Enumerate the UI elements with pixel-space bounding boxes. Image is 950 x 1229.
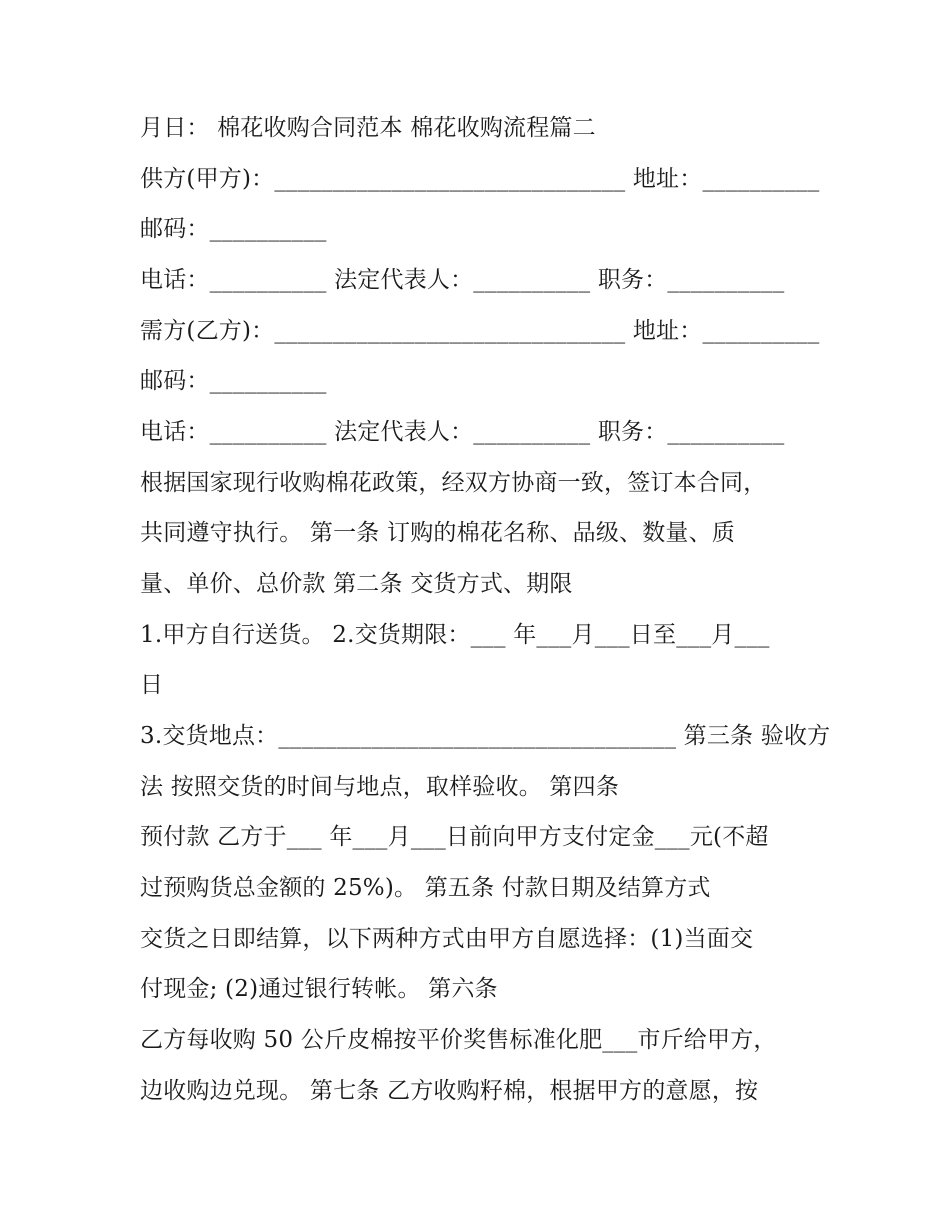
text-line-9: 共同遵守执行。 第一条 订购的棉花名称、品级、数量、质 [140,520,736,546]
text-line-2: 供方(甲方)：______________________________ 地址：__________ [140,166,820,192]
text-line-6: 邮码：__________ [140,368,327,394]
text-line-18: 付现金; (2)通过银行转帐。 第六条 [140,976,498,1002]
text-line-5: 需方(乙方)：______________________________ 地址：__________ [140,318,820,344]
text-line-19: 乙方每收购 50 公斤皮棉按平价奖售标准化肥___市斤给甲方， [140,1027,777,1053]
text-line-7: 电话：__________ 法定代表人：__________ 职务：__________ [140,419,785,445]
text-line-4: 电话：__________ 法定代表人：__________ 职务：__________ [140,267,785,293]
text-line-17: 交货之日即结算，以下两种方式由甲方自愿选择：(1)当面交 [140,926,754,952]
text-line-8: 根据国家现行收购棉花政策，经双方协商一致，签订本合同， [140,470,767,496]
text-line-3: 邮码：__________ [140,216,327,242]
text-line-15: 预付款 乙方于___ 年___月___日前向甲方支付定金___元(不超 [140,824,769,850]
text-line-13: 3.交货地点：__________________________________ 第三条 验收方 [140,723,831,749]
text-line-10: 量、单价、总价款 第二条 交货方式、期限 [140,571,573,597]
text-line-20: 边收购边兑现。 第七条 乙方收购籽棉，根据甲方的意愿，按 [140,1078,759,1104]
text-line-12: 日 [140,672,164,698]
text-line-14: 法 按照交货的时间与地点，取样验收。 第四条 [140,774,620,800]
text-line-11: 1.甲方自行送货。 2.交货期限：___ 年___月___日至___月___ [140,622,770,648]
text-line-1: 月日： 棉花收购合同范本 棉花收购流程篇二 [140,115,596,141]
text-line-16: 过预购货总金额的 25%)。 第五条 付款日期及结算方式 [140,875,711,901]
